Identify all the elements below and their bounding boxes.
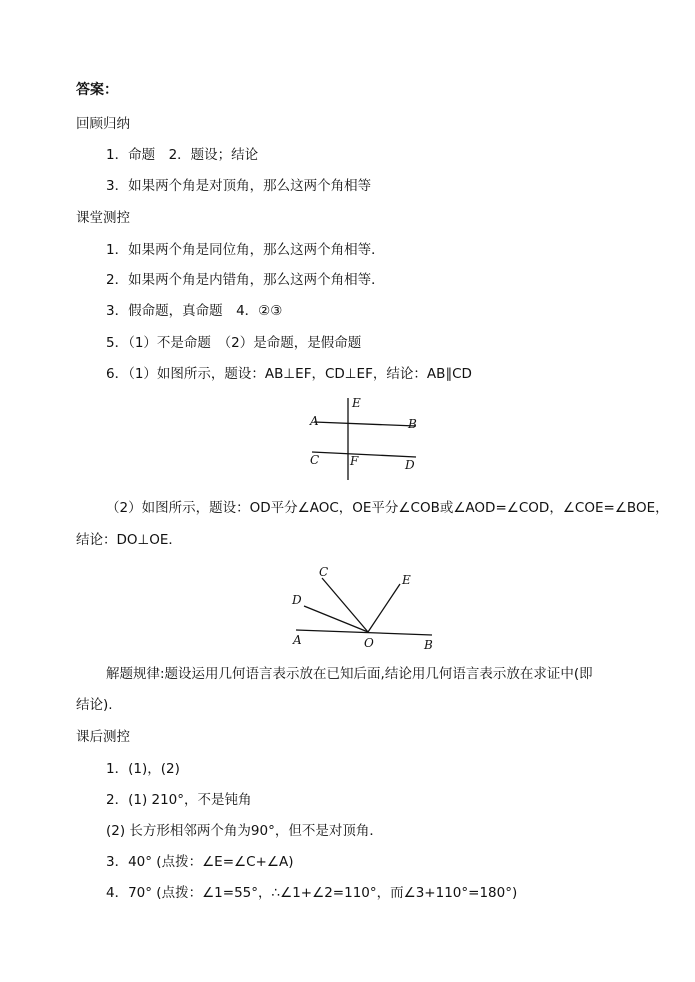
label-f: F (350, 454, 359, 468)
label-c2: C (319, 565, 329, 579)
after-line-3: (2) 长方形相邻两个角为90°，但不是对顶角． (106, 823, 383, 839)
after-line-4: 3．40° (点拨：∠E=∠C+∠A) (106, 854, 294, 870)
rule-line-2: 结论). (76, 697, 113, 713)
after-line-1: 1．(1)，(2) (106, 761, 180, 777)
rule-line-1: 解题规律:题设运用几何语言表示放在已知后面,结论用几何语言表示放在求证中(即 (106, 666, 593, 682)
label-e: E (352, 396, 361, 410)
label-a2: A (293, 633, 302, 647)
classroom-line-7: 结论：DO⊥OE． (76, 532, 182, 548)
label-b2: B (424, 638, 433, 652)
figure-angle-bisectors (284, 560, 444, 654)
review-line-2: 3．如果两个角是对顶角，那么这两个角相等 (106, 178, 372, 194)
label-o: O (364, 636, 374, 650)
label-b: B (408, 417, 417, 431)
classroom-line-3: 3．假命题，真命题 4．②③ (106, 303, 283, 319)
classroom-line-2: 2．如果两个角是内错角，那么这两个角相等． (106, 272, 385, 288)
classroom-line-4: 5．（1）不是命题 （2）是命题，是假命题 (106, 335, 362, 351)
label-a: A (310, 414, 319, 428)
classroom-line-6: （2）如图所示，题设：OD平分∠AOC，OE平分∠COB或∠AOD=∠COD，∠COE=∠BOE， (106, 500, 669, 516)
section-heading-review: 回顾归纳 (76, 116, 130, 132)
line-cd (312, 452, 416, 457)
ray-oe (368, 584, 400, 632)
label-e2: E (402, 573, 411, 587)
line-ab (314, 422, 416, 426)
figure-parallel-lines (300, 392, 430, 484)
label-d: D (405, 458, 415, 472)
classroom-line-5: 6．（1）如图所示，题设：AB⊥EF，CD⊥EF，结论：AB∥CD (106, 366, 472, 382)
label-c: C (310, 453, 320, 467)
review-line-1: 1．命题 2．题设；结论 (106, 147, 259, 163)
answer-title: 答案： (76, 82, 118, 98)
after-line-5: 4．70° (点拨：∠1=55°，∴∠1+∠2=110°，而∠3+110°=180°) (106, 885, 518, 901)
ray-oc (322, 578, 368, 632)
classroom-line-1: 1．如果两个角是同位角，那么这两个角相等． (106, 242, 385, 258)
after-line-2: 2．(1) 210°，不是钝角 (106, 792, 252, 808)
label-d2: D (292, 593, 302, 607)
section-heading-classroom: 课堂测控 (76, 210, 130, 226)
section-heading-after-class: 课后测控 (76, 729, 130, 745)
ray-od (304, 606, 368, 632)
